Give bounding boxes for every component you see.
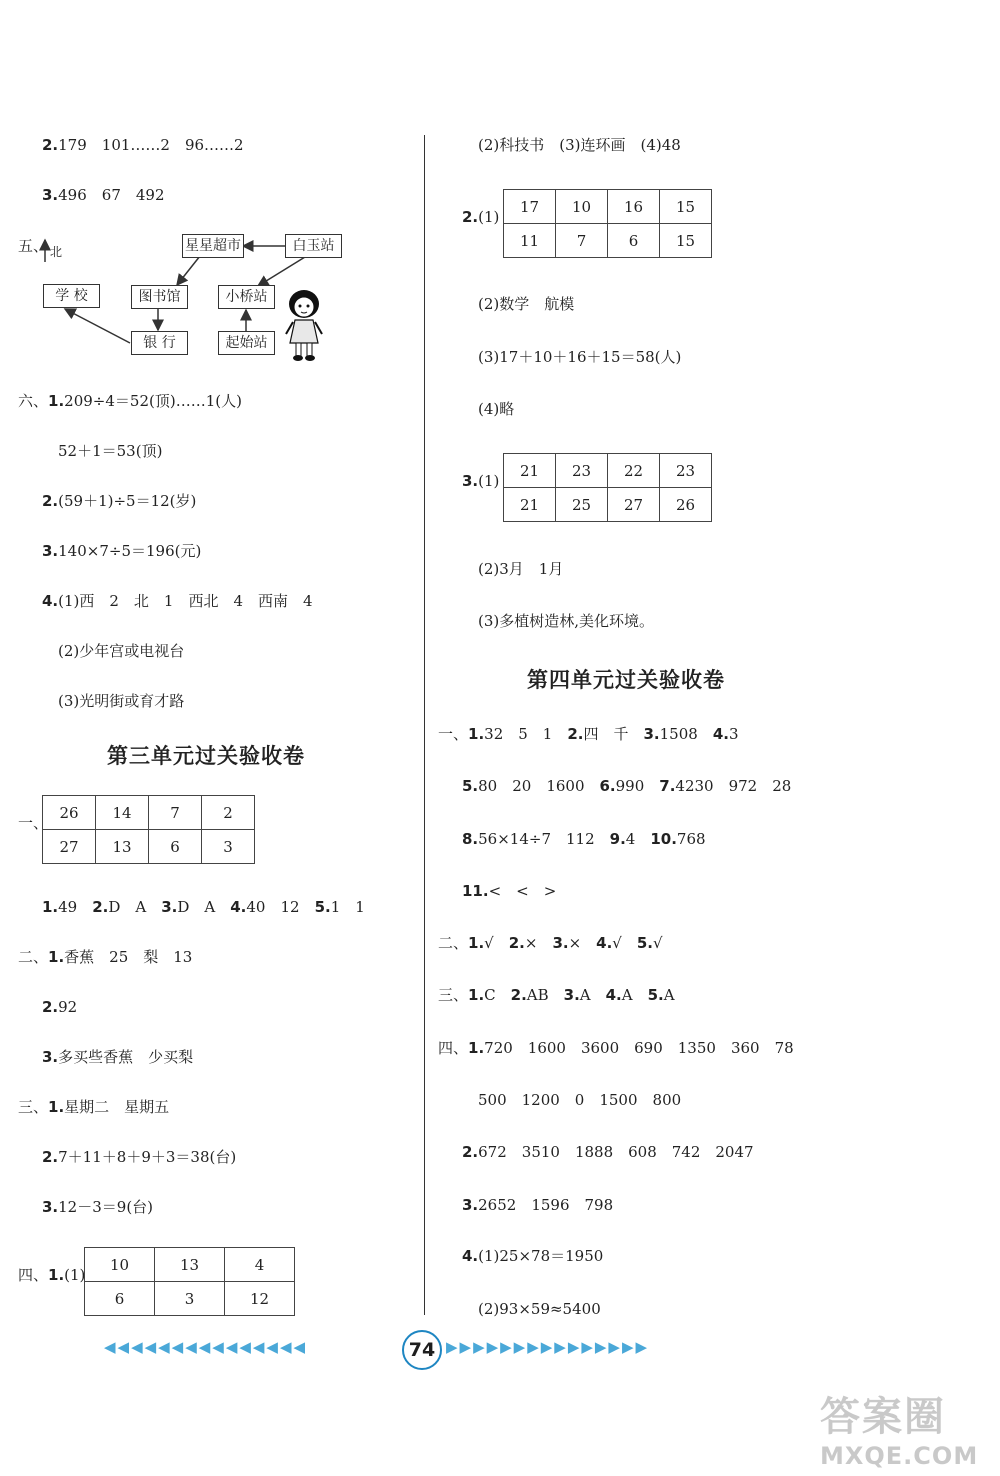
right-arrows-icon: ▶▶▶▶▶▶▶▶▶▶▶▶▶▶▶ [446,1338,650,1356]
answer-line: 二、1.√ 2.× 3.× 4.√ 5.√ [438,934,663,952]
watermark-logo [820,1385,995,1470]
answer-line: 5.80 20 1600 6.990 7.4230 972 28 [462,777,792,795]
map-node-school: 学 校 [43,284,100,308]
section-label: 四、1.(1) [18,1266,86,1284]
watermark-text: 答案圈 [820,1394,946,1440]
answer-line: 11.< < > [462,882,557,900]
answer-line: 8.56×14÷7 112 9.4 10.768 [462,830,706,848]
answer-line: 52＋1＝53(顶) [58,442,163,460]
answer-line: 二、1.香蕉 25 梨 13 [18,948,193,966]
table-cell: 23 [556,454,608,488]
table-cell: 26 [43,796,96,830]
answer-line: 2.(59＋1)÷5＝12(岁) [42,492,197,510]
map-node-supermarket: 星星超市 [182,234,244,258]
answer-line: 2.7＋11＋8＋9＋3＝38(台) [42,1148,237,1166]
map-node-bank: 银 行 [131,331,188,355]
answer-line: (2)数学 航模 [478,295,575,313]
table-cell: 12 [225,1282,295,1316]
section-label: 一、 [18,814,49,832]
watermark-domain: MXQE.COM [820,1442,979,1470]
table-cell: 15 [660,190,712,224]
answer-line: 4.(1)25×78＝1950 [462,1247,604,1265]
answer-line: 2.672 3510 1888 608 742 2047 [462,1143,754,1161]
table-cell: 13 [96,830,149,864]
table-cell: 7 [556,224,608,258]
table-cell: 6 [85,1282,155,1316]
map-node-qishi-station: 起始站 [218,331,275,355]
answer-line: 4.(1)西 2 北 1 西北 4 西南 4 [42,592,313,610]
answer-line: 2.92 [42,998,78,1016]
section-heading: 第三单元过关验收卷 [107,744,305,768]
answer-line: 500 1200 0 1500 800 [478,1091,682,1109]
section-label: 2.(1) [462,208,500,226]
table-cell: 11 [504,224,556,258]
answer-table [503,189,712,258]
table-cell: 25 [556,488,608,522]
answer-line: 六、1.209÷4＝52(顶)……1(人) [18,392,242,410]
answer-line: (4)略 [478,400,515,418]
table-cell: 27 [608,488,660,522]
section-label: 五、 [18,237,49,255]
table-cell: 7 [149,796,202,830]
table-cell: 6 [608,224,660,258]
answer-table [42,795,255,864]
answer-line: 1.49 2.D A 3.D A 4.40 12 5.1 1 [42,898,365,916]
answer-line: 三、1.C 2.AB 3.A 4.A 5.A [438,986,675,1004]
table-cell: 10 [556,190,608,224]
answer-line: (3)光明街或育才路 [58,692,185,710]
answer-line: (3)17＋10＋16＋15＝58(人) [478,348,682,366]
answer-line: 一、1.32 5 1 2.四 千 3.1508 4.3 [438,725,739,743]
table-cell: 2 [202,796,255,830]
column-divider [424,135,425,1315]
table-cell: 17 [504,190,556,224]
answer-line: (2)3月 1月 [478,560,564,578]
answer-line: (2)93×59≈5400 [478,1300,601,1318]
table-cell: 15 [660,224,712,258]
answer-line: 3.140×7÷5＝196(元) [42,542,202,560]
table-cell: 21 [504,454,556,488]
answer-line: 3.2652 1596 798 [462,1196,614,1214]
answer-line: (3)多植树造林,美化环境。 [478,612,655,630]
section-label: 3.(1) [462,472,500,490]
answer-table [84,1247,295,1316]
answer-table [503,453,712,522]
answer-line: (2)科技书 (3)连环画 (4)48 [478,136,681,154]
left-arrows-icon: ◀◀◀◀◀◀◀◀◀◀◀◀◀◀◀ [104,1338,308,1356]
answer-line: 3.多买些香蕉 少买梨 [42,1048,194,1066]
table-cell: 26 [660,488,712,522]
answer-line: 3.496 67 492 [42,186,165,204]
answer-line: 四、1.720 1600 3600 690 1350 360 78 [438,1039,794,1057]
map-connector-arrows [0,0,400,380]
map-node-library: 图书馆 [131,285,188,309]
table-cell: 13 [155,1248,225,1282]
table-cell: 27 [43,830,96,864]
map-node-xiaoqiao-station: 小桥站 [218,285,275,309]
map-node-baiyu-station: 白玉站 [285,234,342,258]
table-cell: 4 [225,1248,295,1282]
girl-figure-icon [283,288,325,363]
section-heading: 第四单元过关验收卷 [527,668,725,692]
table-cell: 14 [96,796,149,830]
table-cell: 3 [202,830,255,864]
table-cell: 21 [504,488,556,522]
table-cell: 3 [155,1282,225,1316]
page-footer [100,1330,740,1366]
table-cell: 23 [660,454,712,488]
answer-line: 三、1.星期二 星期五 [18,1098,170,1116]
answer-line: 3.12－3＝9(台) [42,1198,154,1216]
answer-line: (2)少年宫或电视台 [58,642,185,660]
table-cell: 16 [608,190,660,224]
table-cell: 22 [608,454,660,488]
answer-line: 2.179 101……2 96……2 [42,136,244,154]
north-label: 北 [50,245,63,259]
page-number: 74 [402,1330,442,1370]
table-cell: 6 [149,830,202,864]
table-cell: 10 [85,1248,155,1282]
